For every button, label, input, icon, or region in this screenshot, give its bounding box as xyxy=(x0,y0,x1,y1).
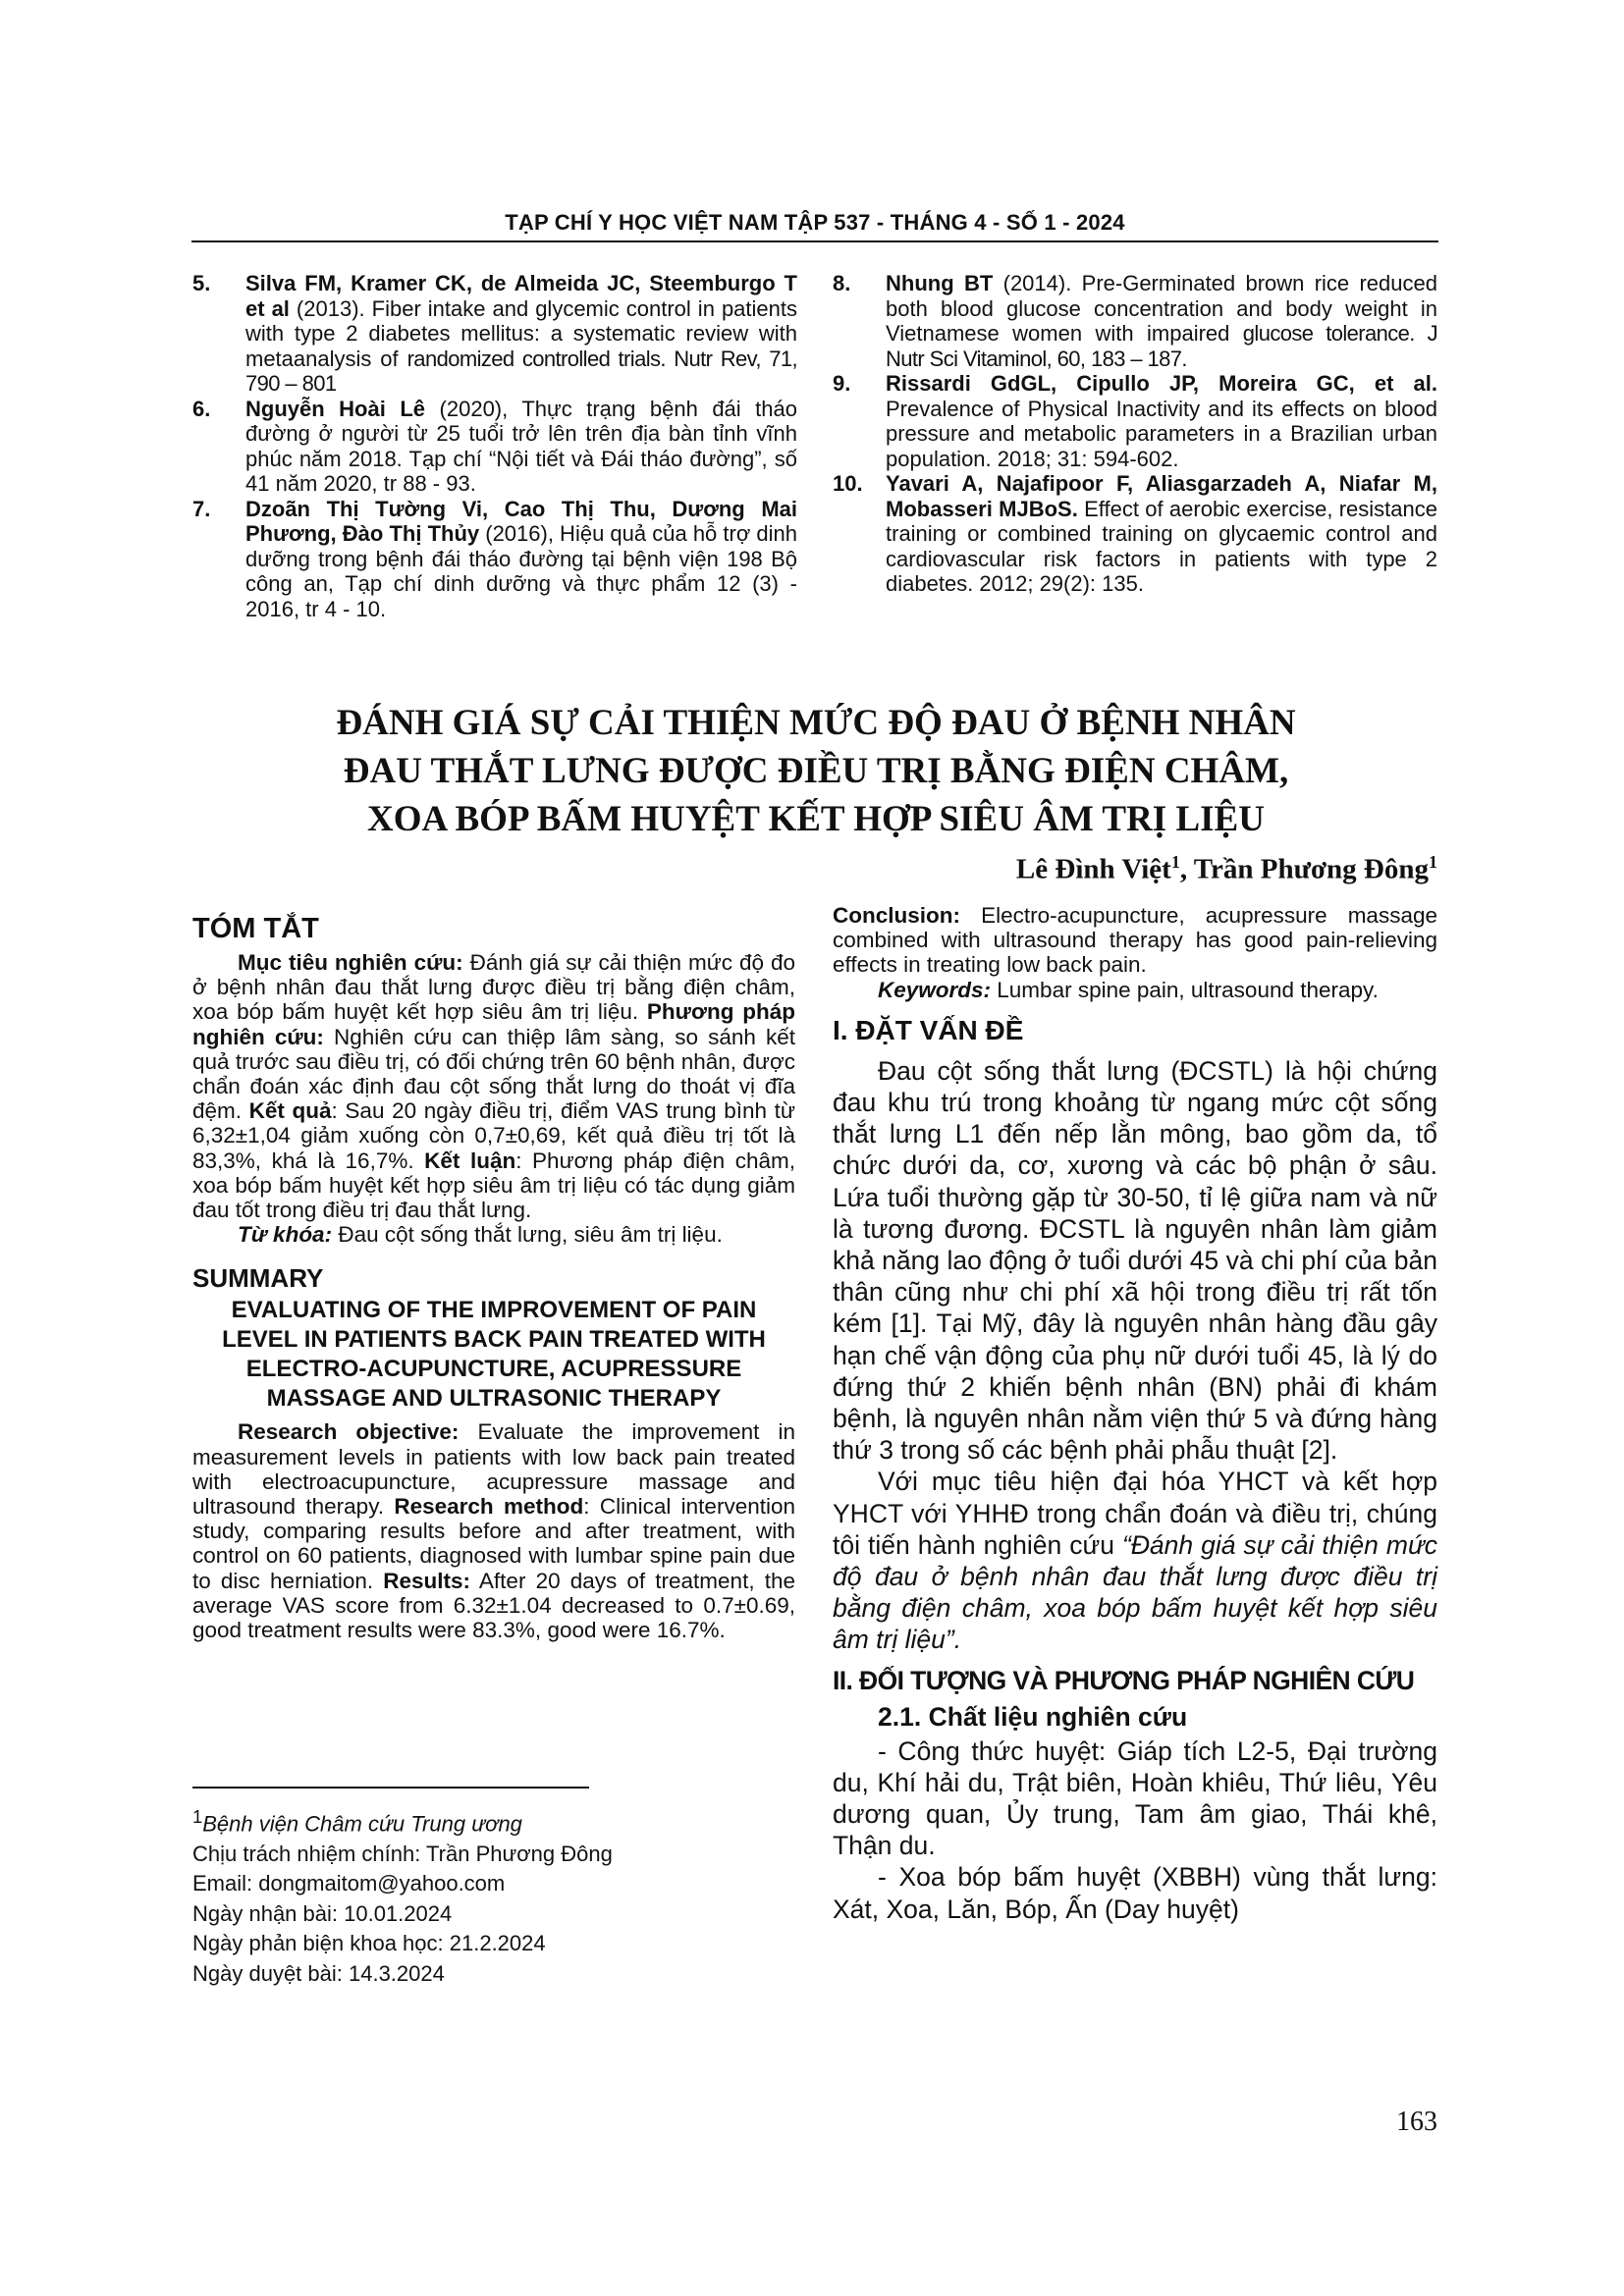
reference-item xyxy=(833,371,1437,471)
summary-body xyxy=(192,1419,795,1642)
left-column xyxy=(192,911,795,1642)
reference-text: Prevalence of Physical Inactivity and its effects on blood pressure and metabolic parameters in a Brazilian urban population. 2018; 31: 594-602. xyxy=(886,396,1437,471)
author-affiliation-mark: 1 xyxy=(1170,852,1180,872)
title-line: ĐAU THẮT LƯNG ĐƯỢC ĐIỀU TRỊ BẰNG ĐIỆN CHÂM, xyxy=(343,751,1289,791)
author-affiliation-mark: 1 xyxy=(1429,852,1437,872)
summary-title: EVALUATING OF THE IMPROVEMENT OF PAIN LEVEL IN PATIENTS BACK PAIN TREATED WITH ELECTRO-ACUPUNCTURE, ACUPRESSURE MASSAGE AND ULTRASONIC THERAPY xyxy=(222,1297,766,1413)
abstract-label: Kết luận xyxy=(424,1148,516,1173)
title-line: ĐÁNH GIÁ SỰ CẢI THIỆN MỨC ĐỘ ĐAU Ở BỆNH NHÂN xyxy=(336,703,1296,743)
footnote-reviewed: Ngày phản biện khoa học: 21.2.2024 xyxy=(192,1931,546,1956)
section-heading-introduction: I. ĐẶT VẤN ĐỀ xyxy=(833,1014,1024,1045)
reference-authors: Nguyễn Hoài Lê xyxy=(245,396,426,421)
reference-item xyxy=(833,471,1437,597)
right-column xyxy=(833,903,1437,1925)
methods-item: - Công thức huyệt: Giáp tích L2-5, Đại trường du, Khí hải du, Trật biên, Hoàn khiêu, Thứ liêu, Yêu dương quan, Ủy trung, Tam âm giao, Thái khê, Thận du. xyxy=(833,1735,1437,1861)
summary-heading: SUMMARY xyxy=(192,1263,324,1294)
footnote-affiliation xyxy=(192,1802,795,1840)
footnote xyxy=(192,1802,795,1989)
article-title xyxy=(192,699,1439,843)
author-separator: , xyxy=(1179,853,1194,885)
footnote-rule xyxy=(192,1787,589,1789)
summary-conclusion xyxy=(833,903,1437,978)
section-heading-methods: II. ĐỐI TƯỢNG VÀ PHƯƠNG PHÁP NGHIÊN CỨU xyxy=(833,1665,1415,1695)
abstract-text: : Phương pháp điện châm, xoa bóp bấm huyệt kết hợp siêu âm trị liệu có tác dụng giảm đau tốt trong điều trị đau thắt lưng. xyxy=(192,1148,795,1223)
reference-number: 5. xyxy=(192,271,211,295)
reference-number: 6. xyxy=(192,396,211,421)
reference-authors: Silva FM, Kramer CK, de Almeida JC, Steemburgo T et al xyxy=(245,271,797,321)
author-name: Lê Đình Việt xyxy=(1015,853,1171,885)
abstract-label: Kết quả xyxy=(248,1098,332,1124)
reference-item xyxy=(192,397,797,497)
reference-item xyxy=(833,271,1437,371)
footnote-affiliation-text: Bệnh viện Châm cứu Trung ương xyxy=(202,1811,522,1837)
abstract-label: Phương pháp nghiên cứu: xyxy=(192,999,795,1049)
article-authors xyxy=(1016,852,1437,886)
methods-item: - Xoa bóp bấm huyệt (XBBH) vùng thắt lưng: Xát, Xoa, Lăn, Bóp, Ấn (Day huyệt) xyxy=(833,1862,1437,1924)
title-line: XOA BÓP BẤM HUYỆT KẾT HỢP SIÊU ÂM TRỊ LIỆU xyxy=(367,799,1265,839)
reference-authors: Yavari A, Najafipoor F, Aliasgarzadeh A, Niafar M, Mobasseri MJBoS. xyxy=(886,471,1437,521)
reference-text-tail: glucose tolerance. J Nutr Sci Vitaminol, 60, 183 – 187. xyxy=(886,321,1437,371)
reference-text: (2014). Pre-Germinated brown rice reduced both blood glucose concentration and body weight in Vietnamese women with impaired xyxy=(886,271,1437,346)
reference-number: 9. xyxy=(833,371,851,396)
summary-keywords xyxy=(833,978,1437,1002)
summary-text: After 20 days of treatment, the average VAS score from 6.32±1.04 decreased to 0.7±0.69, good treatment results were 83.3%, good were 16.7%. xyxy=(192,1568,795,1643)
footnote-accepted: Ngày duyệt bài: 14.3.2024 xyxy=(192,1960,445,1986)
abstract-label: Mục tiêu nghiên cứu: xyxy=(238,950,463,975)
reference-text: (2020), Thực trạng bệnh đái tháo đường ở người từ 25 tuổi trở lên trên địa bàn tỉnh vĩnh phúc năm 2018. Tạp chí “Nội tiết và Đái tháo đường”, số 41 năm 2020, tr 88 - 93. xyxy=(245,396,797,496)
reference-text: Effect of aerobic exercise, resistance training or combined training on glycaemic control and cardiovascular risk factors in patients with type 2 diabetes. 2012; 29(2): 135. xyxy=(886,496,1438,596)
intro-paragraph: Đau cột sống thắt lưng (ĐCSTL) là hội chứng đau khu trú trong khoảng từ ngang mức cột sống thắt lưng L1 đến nếp lằn mông, bao gồm da, tổ chức dưới da, cơ, xương và các bộ phận ở sâu. Lứa tuổi thường gặp từ 30-50, tỉ lệ giữa nam và nữ là tương đương. ĐCSTL là nguyên nhân làm giảm khả năng lao động ở tuổi dưới 45 và chi phí của bản thân cũng như chi phí xã hội trong điều trị rất tốn kém [1]. Tại Mỹ, đây là nguyên nhân hàng đầu gây hạn chế vận động của phụ nữ dưới tuổi 45, là lý do đứng thứ 2 khiến bệnh nhân (BN) phải đi khám bệnh, là nguyên nhân nằm viện thứ 5 và đứng hàng thứ 3 trong số các bệnh phải phẫu thuật [2]. xyxy=(833,1055,1437,1466)
keywords-label: Từ khóa: xyxy=(238,1222,333,1248)
subsection-heading: 2.1. Chất liệu nghiên cứu xyxy=(878,1701,1188,1732)
summary-text: Evaluate the improvement in measurement levels in patients with low back pain treated with electroacupuncture, acupressure massage and ultrasound therapy. xyxy=(192,1419,795,1520)
summary-text: Electro-acupuncture, acupressure massage combined with ultrasound therapy has good pain-relieving effects in treating low back pain. xyxy=(833,903,1437,978)
reference-text: (2013). Fiber intake and glycemic control in patients with type 2 diabetes mellitus: a systematic review with metaanalysis of xyxy=(245,295,797,371)
abstract-vi-body xyxy=(192,950,795,1222)
footnote-email: Email: dongmaitom@yahoo.com xyxy=(192,1871,506,1896)
reference-authors: Nhung BT xyxy=(886,271,994,295)
abstract-text: Đánh giá sự cải thiện mức độ đo ở bệnh nhân đau thắt lưng được điều trị bằng điện châm, xoa bóp bấm huyệt kết hợp siêu âm trị liệu. xyxy=(192,950,795,1025)
header-rule xyxy=(191,240,1438,242)
page-number: 163 xyxy=(1396,2107,1437,2137)
summary-label: Conclusion: xyxy=(833,903,960,928)
summary-text: : Clinical intervention study, comparing results before and after treatment, with control on 60 patients, diagnosed with lumbar spine pain due to disc herniation. xyxy=(192,1494,795,1593)
reference-authors: Rissardi GdGL, Cipullo JP, Moreira GC, et al. xyxy=(886,371,1437,396)
summary-label: Research method xyxy=(394,1494,584,1520)
intro-text: Với mục tiêu hiện đại hóa YHCT và kết hợp YHCT với YHHĐ trong chẩn đoán và điều trị, chúng tôi tiến hành nghiên cứu xyxy=(833,1467,1437,1560)
reference-item xyxy=(192,497,797,622)
footnote-affiliation-mark: 1 xyxy=(192,1806,203,1827)
keywords-text: Lumbar spine pain, ultrasound therapy. xyxy=(991,977,1379,1002)
abstract-text: : Sau 20 ngày điều trị, điểm VAS trung bình từ 6,32±1,04 giảm xuống còn 0,7±0,69, kết quả điều trị tốt là 83,3%, khá là 16,7%. xyxy=(192,1098,795,1173)
footnote-received: Ngày nhận bài: 10.01.2024 xyxy=(192,1900,453,1926)
reference-number: 8. xyxy=(833,271,851,295)
intro-paragraph xyxy=(833,1466,1437,1655)
references-right xyxy=(833,271,1437,597)
footnote-responsible: Chịu trách nhiệm chính: Trần Phương Đông xyxy=(192,1841,613,1866)
summary-label: Research objective: xyxy=(238,1419,460,1445)
keywords-label: Keywords: xyxy=(878,977,992,1002)
reference-number: 10. xyxy=(833,471,863,496)
journal-header: TẠP CHÍ Y HỌC VIỆT NAM TẬP 537 - THÁNG 4 - SỐ 1 - 2024 xyxy=(505,210,1125,235)
abstract-vi-heading: TÓM TẮT xyxy=(192,913,319,944)
abstract-vi-keywords xyxy=(192,1222,795,1247)
summary-label: Results: xyxy=(383,1568,471,1593)
reference-text: (2016), Hiệu quả của hỗ trợ dinh dưỡng trong bệnh đái tháo đường tại bệnh viện 198 Bộ công an, Tạp chí dinh dưỡng và thực phẩm 12 (3) - 2016, tr 4 - 10. xyxy=(245,521,797,621)
reference-text-tail: randomized controlled trials. Nutr Rev, 71, 790 – 801 xyxy=(245,346,797,396)
reference-number: 7. xyxy=(192,496,211,521)
references-left xyxy=(192,271,797,621)
reference-authors: Dzoãn Thị Tường Vi, Cao Thị Thu, Dương Mai Phương, Đào Thị Thủy xyxy=(245,496,797,546)
keywords-text: Đau cột sống thắt lưng, siêu âm trị liệu. xyxy=(332,1222,723,1248)
author-name: Trần Phương Đông xyxy=(1193,853,1429,885)
intro-study-title: “Đánh giá sự cải thiện mức độ đau ở bệnh nhân đau thắt lưng được điều trị bằng điện châm, xoa bóp bấm huyệt kết hợp siêu âm trị liệu”. xyxy=(833,1529,1437,1655)
reference-item xyxy=(192,271,797,397)
abstract-text: Nghiên cứu can thiệp lâm sàng, so sánh kết quả trước sau điều trị, có đối chứng trên 60 bệnh nhân, được chẩn đoán xác định đau cột sống thắt lưng do thoát vị đĩa đệm. xyxy=(192,1024,795,1124)
